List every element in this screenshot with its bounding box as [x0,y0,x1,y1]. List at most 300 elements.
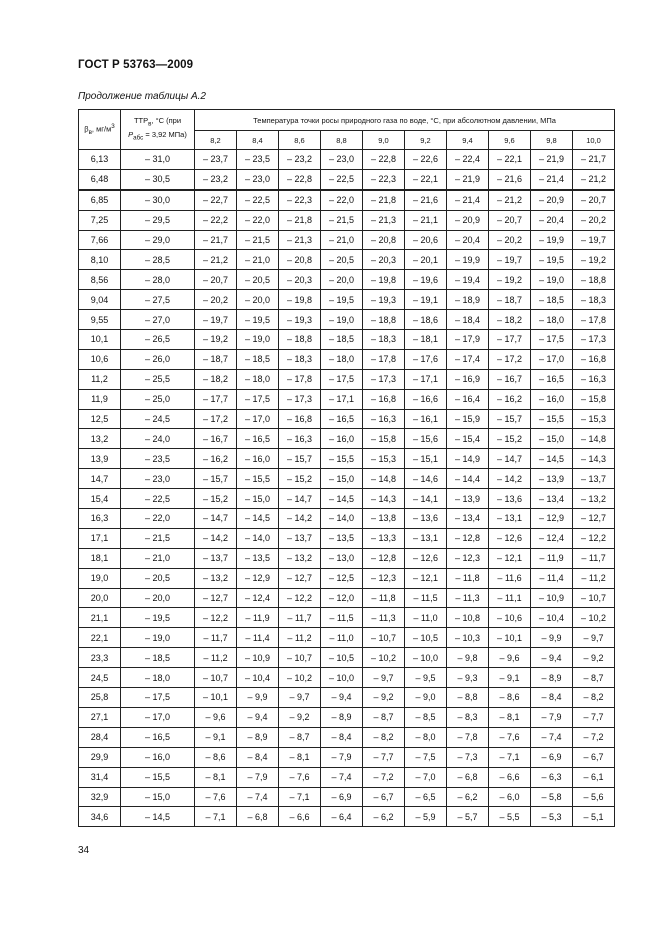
dew-point-cell: – 18,1 [405,330,447,350]
dew-point-cell: – 20,2 [195,290,237,310]
dew-point-cell: – 20,2 [489,230,531,250]
dew-point-cell: – 14,0 [237,528,279,548]
dew-point-cell: – 19,4 [447,270,489,290]
dew-point-cell: – 7,4 [531,727,573,747]
dew-point-cell: – 12,4 [237,588,279,608]
dew-point-cell: – 8,4 [237,747,279,767]
dew-point-cell: – 17,5 [237,389,279,409]
ttr-cell: – 17,0 [121,707,195,727]
dew-point-cell: – 8,9 [321,707,363,727]
ttr-cell: – 29,0 [121,230,195,250]
dew-point-cell: – 7,3 [447,747,489,767]
dew-point-cell: – 20,3 [279,270,321,290]
dew-point-cell: – 15,8 [573,389,615,409]
dew-point-cell: – 18,5 [237,349,279,369]
dew-point-cell: – 9,5 [405,668,447,688]
dew-point-cell: – 21,5 [321,210,363,230]
pressure-header: 8,4 [237,131,279,150]
dew-point-cell: – 14,5 [531,449,573,469]
beta-cell: 7,25 [79,210,121,230]
dew-point-cell: – 22,6 [405,150,447,170]
dew-point-cell: – 6,1 [573,767,615,787]
dew-point-cell: – 11,0 [321,628,363,648]
dew-point-cell: – 15,9 [447,409,489,429]
dew-point-cell: – 12,7 [573,509,615,529]
dew-point-cell: – 7,1 [489,747,531,767]
dew-point-cell: – 15,7 [279,449,321,469]
dew-point-cell: – 5,7 [447,807,489,827]
dew-point-cell: – 11,3 [363,608,405,628]
dew-point-cell: – 17,0 [237,409,279,429]
dew-point-cell: – 21,9 [531,150,573,170]
ttr-cell: – 29,5 [121,210,195,230]
dew-point-cell: – 13,9 [447,489,489,509]
ttr-cell: – 24,0 [121,429,195,449]
ttr-cell: – 24,5 [121,409,195,429]
dew-point-cell: – 17,3 [279,389,321,409]
dew-point-cell: – 14,2 [489,469,531,489]
dew-point-cell: – 23,0 [321,150,363,170]
dew-point-cell: – 9,1 [195,727,237,747]
dew-point-cell: – 16,8 [573,349,615,369]
dew-point-cell: – 12,9 [237,568,279,588]
table-row [79,349,615,369]
beta-cell: 20,0 [79,588,121,608]
beta-cell: 11,9 [79,389,121,409]
dew-point-cell: – 10,2 [573,608,615,628]
dew-point-cell: – 19,0 [237,330,279,350]
dew-point-cell: – 18,3 [279,349,321,369]
dew-point-cell: – 5,6 [573,787,615,807]
table-row [79,369,615,389]
dew-point-cell: – 19,8 [279,290,321,310]
dew-point-cell: – 21,8 [279,210,321,230]
dew-point-cell: – 21,4 [447,190,489,210]
dew-point-cell: – 23,2 [279,150,321,170]
dew-point-cell: – 15,7 [489,409,531,429]
dew-point-cell: – 10,7 [279,648,321,668]
dew-point-cell: – 21,7 [573,150,615,170]
dew-point-cell: – 10,4 [237,668,279,688]
dew-point-cell: – 12,7 [279,568,321,588]
table-row [79,409,615,429]
dew-point-cell: – 23,2 [195,169,237,189]
beta-cell: 23,3 [79,648,121,668]
dew-point-cell: – 16,3 [279,429,321,449]
dew-point-cell: – 7,7 [363,747,405,767]
table-row [79,707,615,727]
dew-point-cell: – 17,8 [573,310,615,330]
dew-point-cell: – 11,9 [237,608,279,628]
dew-point-cell: – 15,2 [279,469,321,489]
dew-point-cell: – 17,3 [573,330,615,350]
dew-point-cell: – 14,7 [279,489,321,509]
dew-point-cell: – 20,2 [573,210,615,230]
dew-point-cell: – 17,2 [489,349,531,369]
beta-cell: 10,6 [79,349,121,369]
dew-point-cell: – 15,3 [363,449,405,469]
dew-point-cell: – 19,0 [321,310,363,330]
dew-point-cell: – 11,5 [321,608,363,628]
dew-point-cell: – 15,0 [531,429,573,449]
pressure-header: 9,4 [447,131,489,150]
table-row [79,628,615,648]
table-row [79,190,615,210]
table-row [79,568,615,588]
beta-cell: 13,2 [79,429,121,449]
dew-point-cell: – 10,7 [363,628,405,648]
dew-point-cell: – 17,5 [531,330,573,350]
table-row [79,727,615,747]
dew-point-cell: – 8,4 [531,688,573,708]
dew-point-cell: – 21,3 [363,210,405,230]
dew-point-cell: – 17,7 [489,330,531,350]
dew-point-cell: – 20,5 [321,250,363,270]
dew-point-cell: – 10,5 [321,648,363,668]
dew-point-cell: – 12,2 [195,608,237,628]
table-row [79,330,615,350]
dew-point-cell: – 11,3 [447,588,489,608]
dew-point-cell: – 18,4 [447,310,489,330]
dew-point-cell: – 16,4 [447,389,489,409]
dew-point-cell: – 11,4 [237,628,279,648]
dew-point-cell: – 22,5 [237,190,279,210]
dew-point-cell: – 21,1 [405,210,447,230]
dew-point-cell: – 16,8 [363,389,405,409]
dew-point-cell: – 15,0 [321,469,363,489]
ttr-cell: – 16,5 [121,727,195,747]
dew-point-cell: – 18,9 [447,290,489,310]
dew-point-cell: – 13,8 [363,509,405,529]
dew-point-cell: – 13,5 [321,528,363,548]
dew-point-cell: – 22,3 [363,169,405,189]
dew-point-cell: – 11,6 [489,568,531,588]
dew-point-cell: – 18,0 [531,310,573,330]
dew-point-cell: – 18,0 [321,349,363,369]
dew-point-cell: – 8,2 [363,727,405,747]
document-code: ГОСТ Р 53763—2009 [78,59,194,71]
ttr-cell: – 16,0 [121,747,195,767]
dew-point-cell: – 15,6 [405,429,447,449]
ttr-cell: – 15,5 [121,767,195,787]
beta-cell: 11,2 [79,369,121,389]
dew-point-cell: – 8,7 [279,727,321,747]
dew-point-cell: – 18,6 [405,310,447,330]
dew-point-cell: – 8,1 [279,747,321,767]
dew-point-cell: – 14,9 [447,449,489,469]
dew-point-cell: – 23,5 [237,150,279,170]
dew-point-cell: – 6,7 [363,787,405,807]
dew-point-cell: – 9,7 [279,688,321,708]
table-row [79,688,615,708]
dew-point-cell: – 14,7 [195,509,237,529]
dew-point-cell: – 21,0 [321,230,363,250]
dew-point-cell: – 12,1 [489,548,531,568]
dew-point-cell: – 12,4 [531,528,573,548]
table-row [79,290,615,310]
dew-point-cell: – 8,9 [237,727,279,747]
dew-point-cell: – 15,8 [363,429,405,449]
dew-point-cell: – 5,8 [531,787,573,807]
dew-point-cell: – 14,8 [573,429,615,449]
table-row [79,210,615,230]
beta-cell: 6,85 [79,190,121,210]
dew-point-cell: – 17,7 [195,389,237,409]
dew-point-cell: – 12,3 [447,548,489,568]
beta-cell: 18,1 [79,548,121,568]
ttr-cell: – 31,0 [121,150,195,170]
dew-point-cell: – 16,2 [489,389,531,409]
beta-cell: 14,7 [79,469,121,489]
beta-cell: 28,4 [79,727,121,747]
beta-cell: 13,9 [79,449,121,469]
dew-point-cell: – 9,4 [237,707,279,727]
dew-point-cell: – 19,3 [363,290,405,310]
dew-point-cell: – 19,5 [531,250,573,270]
dew-point-cell: – 20,0 [321,270,363,290]
dew-point-cell: – 20,4 [447,230,489,250]
dew-point-cell: – 7,4 [237,787,279,807]
dew-point-cell: – 19,9 [531,230,573,250]
dew-point-cell: – 18,0 [237,369,279,389]
table-row [79,588,615,608]
dew-point-table [78,109,615,827]
beta-cell: 32,9 [79,787,121,807]
dew-point-cell: – 10,8 [447,608,489,628]
ttr-cell: – 23,5 [121,449,195,469]
dew-point-cell: – 13,4 [531,489,573,509]
dew-point-cell: – 16,8 [279,409,321,429]
dew-point-cell: – 14,3 [363,489,405,509]
dew-point-cell: – 14,2 [195,528,237,548]
ttr-cell: – 25,0 [121,389,195,409]
table-row [79,528,615,548]
dew-point-cell: – 7,8 [447,727,489,747]
beta-cell: 8,10 [79,250,121,270]
dew-point-cell: – 22,8 [363,150,405,170]
dew-point-cell: – 14,2 [279,509,321,529]
dew-point-cell: – 22,1 [405,169,447,189]
beta-cell: 19,0 [79,568,121,588]
dew-point-cell: – 19,5 [321,290,363,310]
table-row [79,648,615,668]
dew-point-cell: – 7,9 [321,747,363,767]
dew-point-cell: – 8,0 [405,727,447,747]
dew-point-cell: – 5,5 [489,807,531,827]
dew-point-cell: – 13,7 [573,469,615,489]
dew-point-cell: – 22,0 [321,190,363,210]
dew-point-cell: – 20,8 [363,230,405,250]
dew-point-cell: – 10,6 [489,608,531,628]
table-row [79,310,615,330]
dew-point-cell: – 7,2 [363,767,405,787]
ttr-cell: – 20,0 [121,588,195,608]
dew-point-cell: – 22,0 [237,210,279,230]
table-row [79,469,615,489]
dew-point-cell: – 17,2 [195,409,237,429]
dew-point-cell: – 20,9 [447,210,489,230]
dew-point-cell: – 11,7 [279,608,321,628]
dew-point-cell: – 19,3 [279,310,321,330]
beta-cell: 8,56 [79,270,121,290]
dew-point-cell: – 15,2 [195,489,237,509]
dew-point-cell: – 11,2 [279,628,321,648]
dew-point-cell: – 6,3 [531,767,573,787]
dew-point-cell: – 17,1 [321,389,363,409]
ttr-cell: – 30,5 [121,169,195,189]
dew-point-cell: – 18,7 [195,349,237,369]
dew-point-cell: – 11,8 [363,588,405,608]
dew-point-cell: – 20,9 [531,190,573,210]
dew-point-cell: – 13,2 [573,489,615,509]
dew-point-cell: – 19,7 [195,310,237,330]
dew-point-cell: – 16,1 [405,409,447,429]
beta-cell: 24,5 [79,668,121,688]
dew-point-cell: – 9,6 [195,707,237,727]
ttr-cell: – 19,0 [121,628,195,648]
beta-cell: 21,1 [79,608,121,628]
dew-point-cell: – 9,7 [363,668,405,688]
dew-point-cell: – 8,1 [195,767,237,787]
dew-point-cell: – 10,3 [447,628,489,648]
dew-point-cell: – 6,4 [321,807,363,827]
pressure-header: 8,6 [279,131,321,150]
dew-point-cell: – 17,0 [531,349,573,369]
dew-point-cell: – 22,2 [195,210,237,230]
dew-point-cell: – 20,6 [405,230,447,250]
dew-point-cell: – 16,0 [531,389,573,409]
beta-cell: 10,1 [79,330,121,350]
dew-point-cell: – 13,1 [489,509,531,529]
pressure-header: 10,0 [573,131,615,150]
dew-point-cell: – 11,2 [195,648,237,668]
ttr-cell: – 19,5 [121,608,195,628]
dew-point-cell: – 15,5 [321,449,363,469]
dew-point-cell: – 22,4 [447,150,489,170]
dew-point-cell: – 12,1 [405,568,447,588]
table-row [79,429,615,449]
ttr-cell: – 30,0 [121,190,195,210]
dew-point-cell: – 18,8 [363,310,405,330]
dew-point-cell: – 11,0 [405,608,447,628]
dew-point-cell: – 7,6 [195,787,237,807]
dew-point-cell: – 12,3 [363,568,405,588]
dew-point-cell: – 15,2 [489,429,531,449]
column-header-ttr: $ТТР_в$, °С (при $P_{абс} = 3,92$ МПа) [121,110,195,150]
beta-cell: 12,5 [79,409,121,429]
beta-cell: 31,4 [79,767,121,787]
beta-cell: 34,6 [79,807,121,827]
dew-point-cell: – 12,8 [447,528,489,548]
dew-point-cell: – 8,5 [405,707,447,727]
dew-point-cell: – 6,7 [573,747,615,767]
table-row [79,150,615,170]
ttr-cell: – 20,5 [121,568,195,588]
dew-point-cell: – 23,7 [195,150,237,170]
dew-point-cell: – 21,5 [237,230,279,250]
dew-point-cell: – 6,0 [489,787,531,807]
dew-point-cell: – 18,2 [195,369,237,389]
table-row [79,747,615,767]
dew-point-cell: – 19,1 [405,290,447,310]
dew-point-cell: – 7,7 [573,707,615,727]
dew-point-cell: – 6,2 [447,787,489,807]
dew-point-cell: – 5,1 [573,807,615,827]
dew-point-cell: – 7,4 [321,767,363,787]
dew-point-cell: – 21,8 [363,190,405,210]
dew-point-cell: – 14,3 [573,449,615,469]
dew-point-cell: – 20,1 [405,250,447,270]
dew-point-cell: – 16,3 [573,369,615,389]
dew-point-cell: – 9,2 [279,707,321,727]
dew-point-cell: – 20,0 [237,290,279,310]
table-row [79,787,615,807]
column-group-title: Температура точки росы природного газа по воде, °С, при абсолютном давлении, МПа [195,110,615,131]
dew-point-cell: – 16,7 [489,369,531,389]
dew-point-cell: – 19,2 [573,250,615,270]
dew-point-cell: – 21,3 [279,230,321,250]
dew-point-cell: – 12,2 [573,528,615,548]
pressure-header: 9,6 [489,131,531,150]
dew-point-cell: – 9,1 [489,668,531,688]
dew-point-cell: – 14,1 [405,489,447,509]
dew-point-cell: – 13,2 [279,548,321,568]
dew-point-cell: – 19,8 [363,270,405,290]
table-row [79,489,615,509]
dew-point-cell: – 10,5 [405,628,447,648]
dew-point-cell: – 17,6 [405,349,447,369]
dew-point-cell: – 11,8 [447,568,489,588]
dew-point-cell: – 19,5 [237,310,279,330]
dew-point-cell: – 14,4 [447,469,489,489]
dew-point-cell: – 5,9 [405,807,447,827]
dew-point-cell: – 13,7 [195,548,237,568]
beta-cell: 9,04 [79,290,121,310]
dew-point-cell: – 8,8 [447,688,489,708]
pressure-header: 8,2 [195,131,237,150]
dew-point-cell: – 20,4 [531,210,573,230]
dew-point-cell: – 9,4 [321,688,363,708]
dew-point-cell: – 10,0 [405,648,447,668]
column-header-beta: $\beta_в$, $мг/м^3$ [79,110,121,150]
dew-point-cell: – 18,8 [279,330,321,350]
dew-point-cell: – 8,9 [531,668,573,688]
dew-point-cell: – 21,2 [195,250,237,270]
ttr-cell: – 26,5 [121,330,195,350]
dew-point-cell: – 12,6 [405,548,447,568]
dew-point-cell: – 5,3 [531,807,573,827]
dew-point-cell: – 13,4 [447,509,489,529]
dew-point-cell: – 12,9 [531,509,573,529]
dew-point-cell: – 18,2 [489,310,531,330]
dew-point-cell: – 6,6 [279,807,321,827]
dew-point-cell: – 9,7 [573,628,615,648]
dew-point-cell: – 19,9 [447,250,489,270]
dew-point-cell: – 19,0 [531,270,573,290]
ttr-cell: – 26,0 [121,349,195,369]
dew-point-cell: – 6,5 [405,787,447,807]
dew-point-cell: – 6,2 [363,807,405,827]
dew-point-cell: – 21,2 [489,190,531,210]
beta-cell: 9,55 [79,310,121,330]
table-row [79,509,615,529]
ttr-cell: – 21,5 [121,528,195,548]
beta-cell: 27,1 [79,707,121,727]
ttr-cell: – 21,0 [121,548,195,568]
dew-point-cell: – 18,5 [321,330,363,350]
dew-point-cell: – 20,5 [237,270,279,290]
dew-point-cell: – 15,4 [447,429,489,449]
